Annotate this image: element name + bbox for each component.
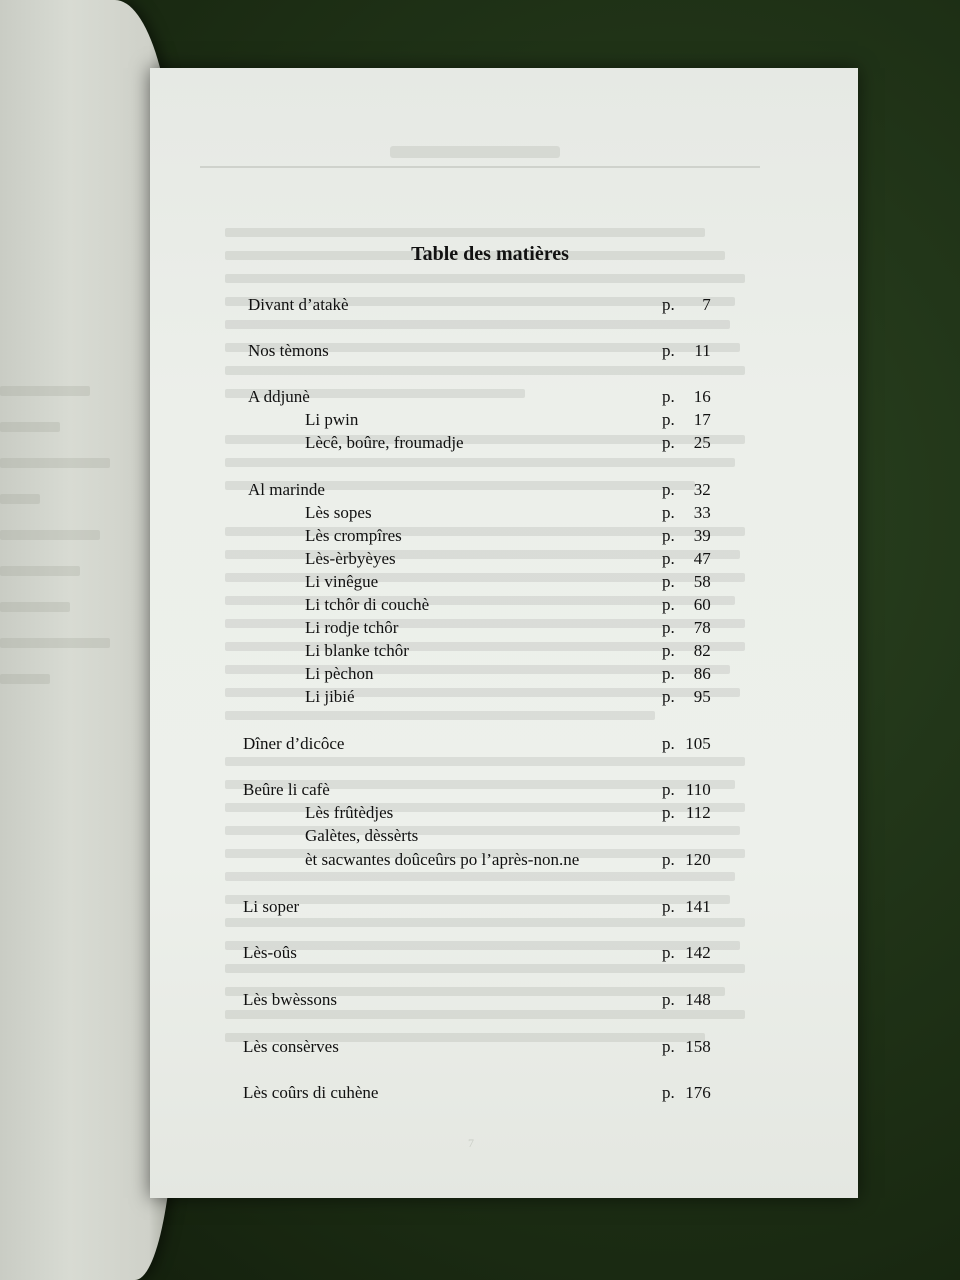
toc-entry-page: [662, 989, 711, 1011]
toc-entry-page: [662, 779, 711, 801]
page-prefix: p.: [662, 572, 675, 591]
page-number: 112: [685, 803, 711, 822]
page-number: 32: [693, 480, 711, 499]
toc-entry-label: Li soper: [243, 897, 300, 916]
toc-entry-page: [662, 479, 711, 501]
page-number: 16: [693, 387, 711, 406]
page-prefix: p.: [662, 387, 675, 406]
page-prefix: p.: [662, 897, 675, 916]
toc-entry: [243, 779, 750, 801]
toc-entry-label: Lès sopes: [305, 503, 372, 522]
toc-entry: [305, 825, 750, 847]
toc-entry-label: Lès coûrs di cuhène: [243, 1083, 379, 1102]
toc-entry: [305, 571, 750, 593]
toc-entry-label: Li pwin: [305, 410, 359, 429]
toc-entry-label: Lès-èrbyèyes: [305, 549, 396, 568]
toc-entry-page: [662, 294, 711, 316]
page-prefix: p.: [662, 734, 675, 753]
page-number: 86: [693, 664, 711, 683]
page-number: 95: [693, 687, 711, 706]
page-prefix: p.: [662, 618, 675, 637]
toc-entry-label: Lès frûtèdjes: [305, 803, 394, 822]
toc-entry-label: èt sacwantes doûceûrs po l’après-non.ne: [305, 850, 580, 869]
toc-entry-page: [662, 617, 711, 639]
page-prefix: p.: [662, 1083, 675, 1102]
toc-entry-label: A ddjunè: [248, 387, 310, 406]
page-number: 17: [693, 410, 711, 429]
page-prefix: p.: [662, 664, 675, 683]
toc-entry-page: [662, 896, 711, 918]
toc-entry: [305, 409, 750, 431]
page-number: 120: [685, 850, 711, 869]
page-number: 25: [693, 433, 711, 452]
page-prefix: p.: [662, 433, 675, 452]
toc-entry-label: Li pèchon: [305, 664, 374, 683]
toc-entry: [305, 617, 750, 639]
toc-entry-page: [662, 502, 711, 524]
toc-entry-page: [662, 942, 711, 964]
toc-entry-page: [662, 548, 711, 570]
page-prefix: p.: [662, 595, 675, 614]
page-number: 148: [685, 990, 711, 1009]
toc-entry-label: Lès bwèssons: [243, 990, 337, 1009]
toc-entry: [305, 432, 750, 454]
toc-entry-page: [662, 1082, 711, 1104]
left-book-page: [0, 0, 175, 1280]
toc-entry: [305, 640, 750, 662]
toc-entry-page: [662, 686, 711, 708]
page-prefix: p.: [662, 1037, 675, 1056]
page-prefix: p.: [662, 803, 675, 822]
toc-entry: [243, 1036, 750, 1058]
toc-entry-label: Li tchôr di couchè: [305, 595, 430, 614]
toc-entry-label: Li vinêgue: [305, 572, 379, 591]
toc-entry-page: [662, 571, 711, 593]
toc-entry-label: Dîner d’dicôce: [243, 734, 345, 753]
toc-entry-label: Li blanke tchôr: [305, 641, 409, 660]
page-prefix: p.: [662, 687, 675, 706]
toc-entry-label: Al marinde: [248, 480, 325, 499]
page-prefix: p.: [662, 480, 675, 499]
toc-entry-label: Lès crompîres: [305, 526, 402, 545]
toc-entry-page: [662, 802, 711, 824]
toc-entry: [243, 1082, 750, 1104]
page-number: 33: [693, 503, 711, 522]
toc-entry-page: [662, 432, 711, 454]
toc-entry: [305, 849, 750, 871]
left-page-faint-text: [0, 360, 130, 920]
toc-entry: [248, 294, 750, 316]
toc-entry-label: Galètes, dèssèrts: [305, 826, 419, 845]
toc-entry-page: [662, 594, 711, 616]
page-number: 7: [702, 295, 711, 314]
toc-entry-label: Lès consèrves: [243, 1037, 339, 1056]
page-number: 78: [693, 618, 711, 637]
toc-entry-label: Lècê, boûre, froumadje: [305, 433, 464, 452]
toc-entry: [305, 686, 750, 708]
toc-entry: [243, 896, 750, 918]
toc-entry-label: Nos tèmons: [248, 341, 329, 360]
toc-entry: [243, 942, 750, 964]
toc-entry-page: [662, 849, 711, 871]
page-prefix: p.: [662, 780, 675, 799]
page-prefix: p.: [662, 990, 675, 1009]
page-prefix: p.: [662, 641, 675, 660]
toc-entry-page: [662, 340, 711, 362]
toc-entry: [243, 989, 750, 1011]
toc-entry-page: [662, 409, 711, 431]
page-number: 105: [685, 734, 711, 753]
toc-entry: [305, 802, 750, 824]
page-prefix: p.: [662, 410, 675, 429]
toc-entry-page: [662, 386, 711, 408]
page-number: 176: [685, 1083, 711, 1102]
page-prefix: p.: [662, 341, 675, 360]
page-prefix: p.: [662, 295, 675, 314]
toc-entry: [305, 502, 750, 524]
toc-entry-label: Divant d’atakè: [248, 295, 349, 314]
toc-entry: [243, 733, 750, 755]
table-of-contents: [150, 68, 858, 1198]
page-number: 39: [693, 526, 711, 545]
page-prefix: p.: [662, 943, 675, 962]
toc-entry-page: [662, 733, 711, 755]
page-number: 60: [693, 595, 711, 614]
toc-entry: [305, 548, 750, 570]
page-number: 58: [693, 572, 711, 591]
page-number: 11: [694, 341, 711, 360]
toc-entry: [248, 386, 750, 408]
page-prefix: p.: [662, 850, 675, 869]
toc-entry: [305, 663, 750, 685]
page-number: 141: [685, 897, 711, 916]
toc-entry-label: Beûre li cafè: [243, 780, 330, 799]
toc-entry-label: Lès-oûs: [243, 943, 297, 962]
toc-entry: [305, 525, 750, 547]
page-number-ghost: 7: [468, 1136, 474, 1150]
toc-entry-label: Li jibié: [305, 687, 355, 706]
toc-entry: [305, 594, 750, 616]
page-prefix: p.: [662, 526, 675, 545]
page-number: 142: [685, 943, 711, 962]
page-number: 110: [685, 780, 711, 799]
page-number: 158: [685, 1037, 711, 1056]
toc-entry-page: [662, 1036, 711, 1058]
toc-entry: [248, 340, 750, 362]
page-number: 82: [693, 641, 711, 660]
page-prefix: p.: [662, 549, 675, 568]
page-number: 47: [693, 549, 711, 568]
toc-entry-page: [662, 640, 711, 662]
toc-entry-label: Li rodje tchôr: [305, 618, 399, 637]
toc-entry: [248, 479, 750, 501]
toc-entry-page: [662, 525, 711, 547]
toc-title: Table des matières: [411, 243, 569, 265]
page-prefix: p.: [662, 503, 675, 522]
toc-entry-page: [662, 663, 711, 685]
